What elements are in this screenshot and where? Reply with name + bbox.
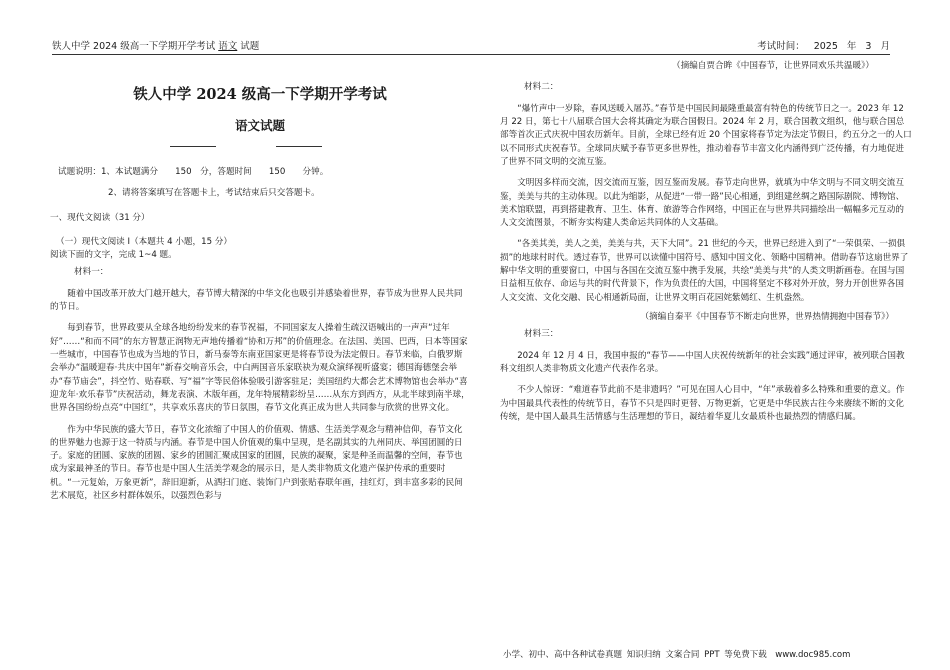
exam-note-1: 试题说明：1、本试题满分 150 分，答题时间 150 分钟。 [58, 166, 329, 177]
material1-paragraph-3: 作为中华民族的盛大节日，春节文化浓缩了中国人的价值观、情感、生活美学观念与精神信仰，春节文化的世界魅力也源于这一特质与内涵。春节是中国人价值观的集中呈现，是名副其实的九州同庆、举国团圆的日子。家庭的团圆、家族的团圆、家乡的团圆汇聚成国家的团圆，民族的凝聚，家是种圣而温馨的空间，春节也成为家最神圣的节日。春节也是中国人生活美学观念的展示日，是人类非物质文化遗产保护传承的重要时机。“一元复始，万象更新”，辞旧迎新，从洒扫门庭、装饰门户到张贴春联年画，挂红灯，到丰富多彩的民间艺术展览，社区乡村群体娱乐，以强烈色彩与 [50, 424, 463, 502]
material3-paragraph-1: 2024 年 12 月 4 日，我国申报的“春节——中国人庆祝传统新年的社会实践”通过评审，被列联合国教科文组织人类非物质文化遗产代表作名录。 [500, 350, 905, 374]
header-suffix: 试题 [240, 41, 260, 52]
material2-paragraph-2: 文明因多样而交流，因交流而互鉴，因互鉴而发展。春节走向世界，就填为中华文明与不同文明交流互鉴，美美与共的主动体现。以此为缩影，从促进“一带一路”民心相通，到组建丝绸之路国际剧院、博物馆、美术馆联盟，再到搭建教育、卫生、体育、旅游等合作网络，中国正在与世界共同描绘出一幅幅多元互动的人文交流图景，不断夯实构建人类命运共同体的人文基础。 [500, 178, 905, 229]
page-header [52, 36, 890, 55]
exam-subtitle: 语文试题 [234, 118, 285, 134]
header-subject: 语文 [218, 41, 238, 52]
material2-label: 材料二： [524, 82, 559, 93]
subsection-heading: （一）现代文阅读 I（本题共 4 小题，15 分） [56, 236, 232, 247]
material1-paragraph-2: 每到春节，世界政要从全球各地纷纷发来的春节祝福，不同国家友人操着生疏汉语喊出的一声声“过年好”……“和而不同”的东方智慧正润物无声地传播着“协和万邦”的价值理念。在法国、美国、巴西，日本等国家一些城市，中国春节也成为当地的节日，新马泰等东南亚国家更是将春节设为法定假日。春节来临，白俄罗斯会举办“温暖迎春·共庆中国年”新春交响音乐会，中白两国音乐家联袂为观众演绎视听盛宴；德国海德堡会举办“春节庙会”，抖空竹、贴春联、写“福”字等民俗体验吸引游客驻足；美国纽约大都会艺术博物馆也会举办“喜迎龙年·欢乐春节”庆祝活动，舞龙表演、木版年画，龙年特展精彩纷呈……从东方到西方，从北半球到南半球，世界各国纷纷点亮“中国红”，共享欢乐喜庆的节日氛围，春节文化真正成为世人共同参与欣赏的世界文化。 [50, 323, 470, 414]
section-heading: 一、现代文阅读（31 分） [50, 213, 150, 224]
material1-source: （摘编自贾合眸《中国春节，让世界同欢乐共温暖》） [672, 61, 874, 71]
title-rules [50, 140, 470, 154]
title-rule-left [170, 146, 216, 147]
header-exam-name: 铁人中学 2024 级高一下学期开学考试 [52, 41, 216, 52]
material2-paragraph-3: “各美其美，美人之美，美美与共，天下大同”。21 世纪的今天，世界已经进入到了“一荣俱荣、一损俱损”的地球村时代。透过春节，世界可以读懂中国符号、感知中国文化、领略中国精神。借助春节这扇世界了解中华文明的重要窗口，中国与各国在交流互鉴中携手发展，共绘“美美与共”的人类文明新画卷。在国与国日益相互依存、命运与共的时代背景下，作为负责任的大国，中国将坚定不移对外开放，努力开创世界各国人文交流、文化交融、民心相通新局面，让世界文明百花园姹紫嫣红、生机盎然。 [500, 239, 909, 303]
material2-source: （摘编自秦平《中国春节不断走向世界，世界热情拥抱中国春节》） [640, 312, 894, 322]
page-footer: 小学、初中、高中各种试卷真题 知识归纳 文案合同 PPT 等免费下载 www.doc985.com [503, 650, 851, 660]
header-left [52, 38, 259, 52]
header-exam-time: 考试时间： 2025 年 3 月 [757, 41, 890, 52]
title-rule-right [276, 146, 322, 147]
material1-label: 材料一： [74, 267, 109, 278]
material1-paragraph-1: 随着中国改革开放大门越开越大，春节博大精深的中华文化也吸引并感染着世界，春节成为世界人民共同的节日。 [50, 288, 463, 313]
right-column [500, 62, 912, 424]
exam-title: 铁人中学 2024 级高一下学期开学考试 [133, 86, 387, 103]
left-column [50, 62, 470, 503]
material3-label: 材料三： [524, 329, 559, 340]
material2-paragraph-1: “爆竹声中一岁除，春风送暖入屠苏。”春节是中国民间最隆重最富有特色的传统节日之一。2023 年 12 月 22 日，第七十八届联合国大会将其确定为联合国假日。2024 年 2 月，联合国教文组织，他与联合国总部等首次正式庆祝中国农历新年。目前，全球已经有近 20 个国家将春节定为法定节假日，约五分之一的人口以不同形式庆祝春节。全球同庆赋予春节更多世界性，推动着春节丰富文化内涵得到广泛传播，有力地促进了世界不同文明的交流互鉴。 [500, 103, 912, 167]
material3-paragraph-2: 不少人惊讶：“难道春节此前不是非遗吗？”可见在国人心目中，“年”承载着多么特殊和重要的意义。作为中国最具代表性的传统节日，春节不只是四时更替、万物更新，它更是中华民族古往今来赓续不断的文化传统，是中国人最具生活情感与生活理想的节日，凝结着华夏儿女最质朴也最热烈的情感归属。 [500, 385, 905, 422]
reading-instruction: 阅读下面的文字，完成 1~4 题。 [50, 250, 177, 261]
exam-note-2: 2、请将答案填写在答题卡上，考试结束后只交答题卡。 [108, 188, 320, 199]
